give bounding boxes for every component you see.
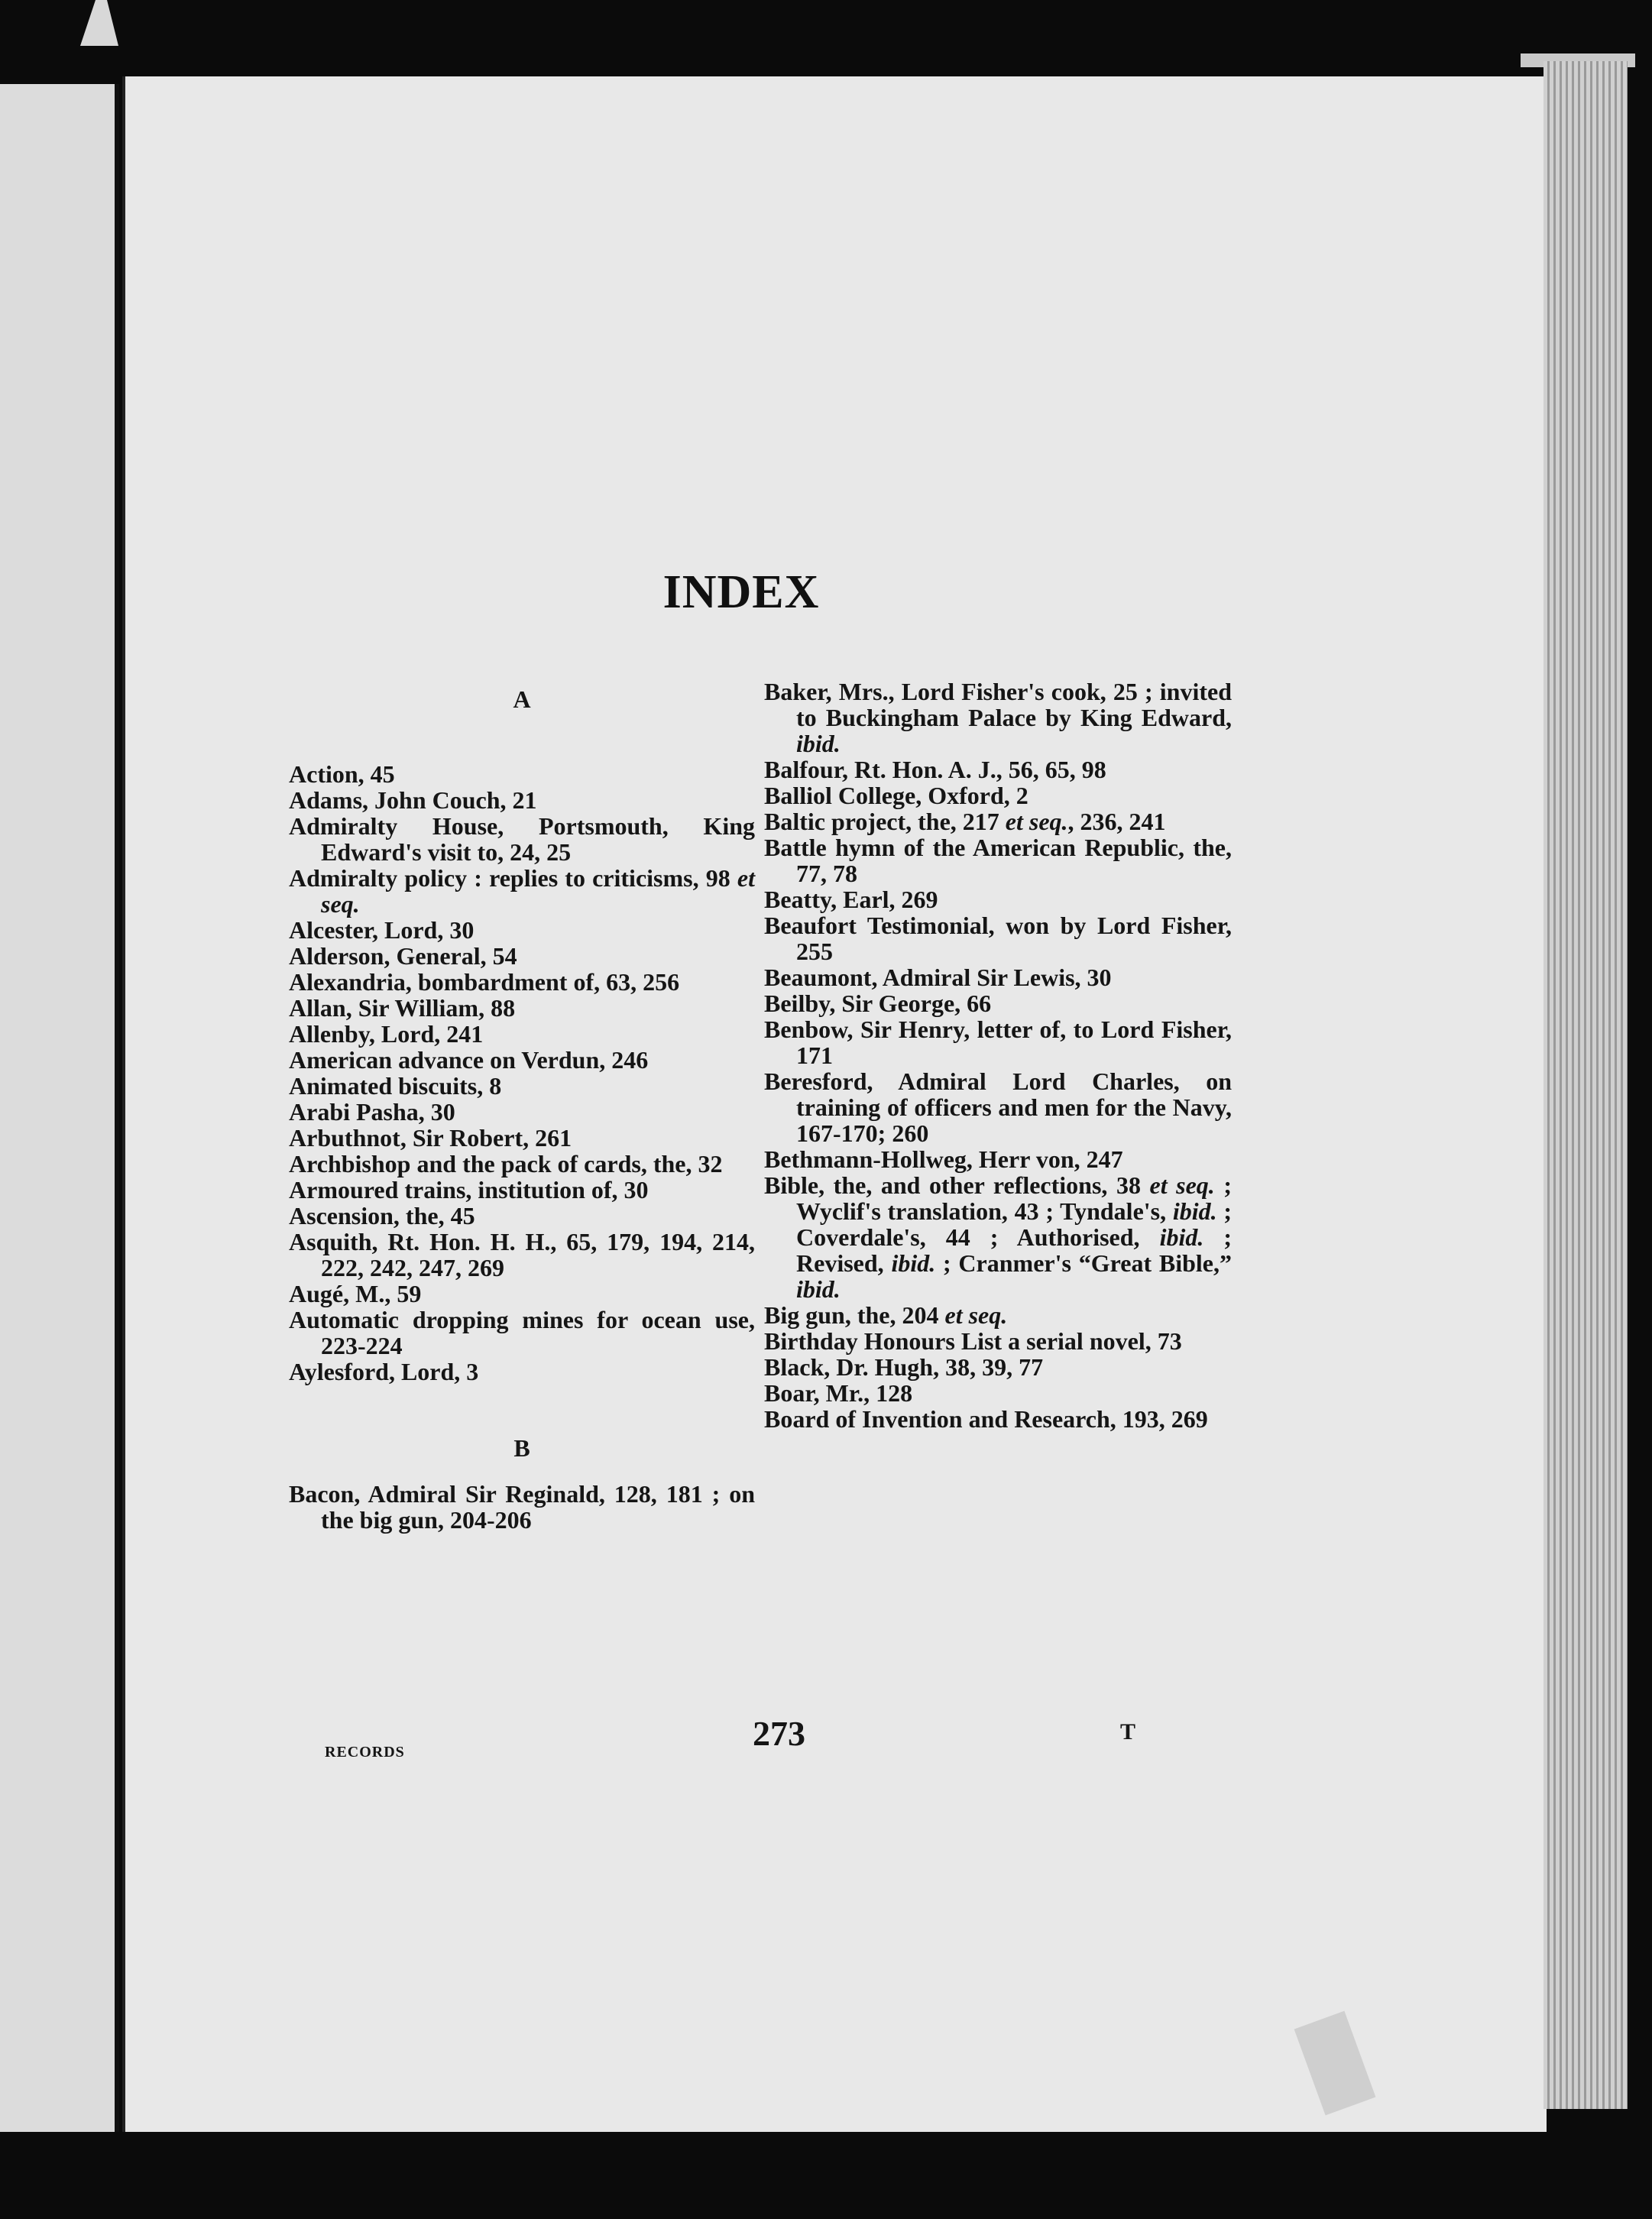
index-entry: Beresford, Admiral Lord Charles, on training of officers and men for the Navy, 167-170; 260 <box>764 1067 1232 1147</box>
index-column-right <box>764 679 1232 1432</box>
index-entry: Bible, the, and other reflections, 38 et seq. ; Wyclif's translation, 43 ; Tyndale's, ibid. ; Coverdale's, 44 ; Authorised, ibid. ; Revised, ibid. ; Cranmer's “Great Bible,” ibid. <box>764 1171 1233 1303</box>
index-entry: Baltic project, the, 217 et seq., 236, 241 <box>764 808 1166 835</box>
index-column-left <box>289 686 755 1533</box>
index-entry: Beilby, Sir George, 66 <box>764 990 992 1017</box>
entry-list-right <box>764 679 1232 1432</box>
index-entry: Balfour, Rt. Hon. A. J., 56, 65, 98 <box>764 756 1106 783</box>
index-entry: Allenby, Lord, 241 <box>289 1020 484 1048</box>
page-title: INDEX <box>662 566 820 618</box>
index-entry: Battle hymn of the American Republic, the, 77, 78 <box>764 834 1232 887</box>
index-entry: Alderson, General, 54 <box>289 942 517 970</box>
page-stack-edge <box>1543 61 1628 2109</box>
index-entry: Arbuthnot, Sir Robert, 261 <box>289 1124 572 1152</box>
index-entry: Action, 45 <box>289 760 395 788</box>
index-entry: Baker, Mrs., Lord Fisher's cook, 25 ; invited to Buckingham Palace by King Edward, ibid. <box>764 678 1232 757</box>
index-entry: Beatty, Earl, 269 <box>764 886 938 913</box>
index-entry: American advance on Verdun, 246 <box>289 1046 649 1074</box>
index-entry: Archbishop and the pack of cards, the, 32 <box>289 1150 723 1178</box>
page-number: 273 <box>753 1714 805 1753</box>
index-entry: Board of Invention and Research, 193, 269 <box>764 1405 1208 1433</box>
section-heading-b: B <box>513 1434 530 1462</box>
index-entry: Boar, Mr., 128 <box>764 1379 913 1407</box>
index-entry: Big gun, the, 204 et seq. <box>764 1301 1008 1329</box>
index-entry: Automatic dropping mines for ocean use, 223-224 <box>289 1306 755 1359</box>
index-entry: Armoured trains, institution of, 30 <box>289 1176 649 1203</box>
entry-list-b <box>289 1481 755 1533</box>
index-entry: Asquith, Rt. Hon. H. H., 65, 179, 194, 214, 222, 242, 247, 269 <box>289 1228 755 1281</box>
index-entry: Bethmann-Hollweg, Herr von, 247 <box>764 1145 1123 1173</box>
index-entry: Bacon, Admiral Sir Reginald, 128, 181 ; on the big gun, 204-206 <box>289 1480 755 1534</box>
index-entry: Alexandria, bombardment of, 63, 256 <box>289 968 680 996</box>
index-entry: Animated biscuits, 8 <box>289 1072 502 1100</box>
index-entry: Admiralty policy : replies to criticisms, 98 et seq. <box>289 864 755 918</box>
index-entry: Black, Dr. Hugh, 38, 39, 77 <box>764 1353 1044 1381</box>
index-entry: Arabi Pasha, 30 <box>289 1098 455 1126</box>
index-entry: Aylesford, Lord, 3 <box>289 1358 479 1385</box>
index-entry: Beaufort Testimonial, won by Lord Fisher, 255 <box>764 912 1232 965</box>
facing-page-edge <box>0 84 119 2132</box>
footer-signature: RECORDS <box>325 1744 405 1761</box>
footer-signature-right: T <box>1120 1719 1136 1744</box>
scan-corner-mark <box>80 0 118 46</box>
entry-list-a <box>289 761 755 1385</box>
index-entry: Adams, John Couch, 21 <box>289 786 537 814</box>
index-entry: Balliol College, Oxford, 2 <box>764 782 1028 809</box>
index-entry: Birthday Honours List a serial novel, 73 <box>764 1327 1182 1355</box>
index-entry: Admiralty House, Portsmouth, King Edward's visit to, 24, 25 <box>289 812 755 866</box>
section-heading-a: A <box>513 685 531 713</box>
index-entry: Beaumont, Admiral Sir Lewis, 30 <box>764 964 1112 991</box>
index-entry: Benbow, Sir Henry, letter of, to Lord Fisher, 171 <box>764 1016 1232 1069</box>
index-entry: Alcester, Lord, 30 <box>289 916 475 944</box>
index-entry: Allan, Sir William, 88 <box>289 994 516 1022</box>
index-entry: Ascension, the, 45 <box>289 1202 475 1229</box>
index-entry: Augé, M., 59 <box>289 1280 422 1307</box>
